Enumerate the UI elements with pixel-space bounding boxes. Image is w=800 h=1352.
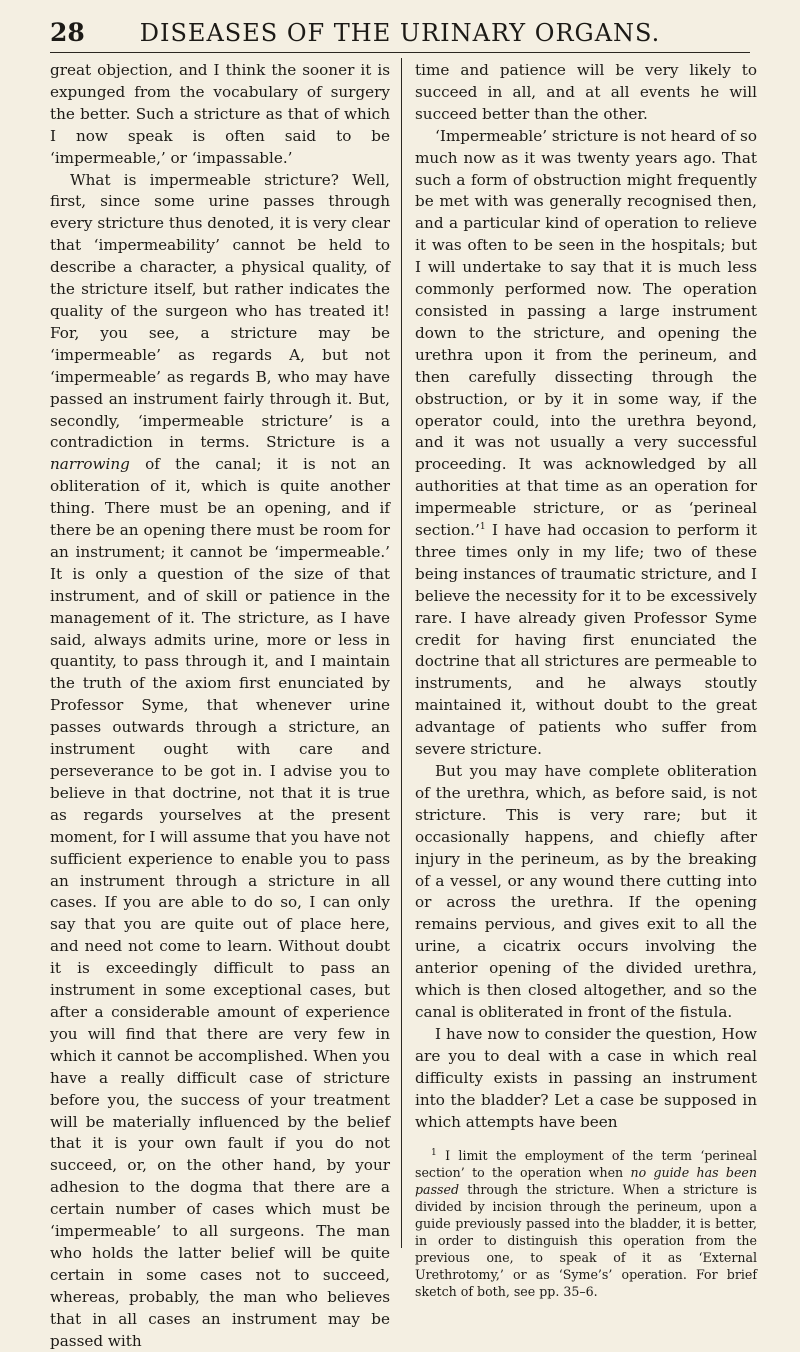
- footnote: [415, 1147, 757, 1300]
- footnote-emphasis: no guide has been passed: [415, 1165, 757, 1198]
- paragraph: But you may have complete obliteration of the urethra, which, as before said, is not stricture. This is very rare; but it occasionally happens, and chiefly after injury in the perineum, as by the breaking of a vessel, or any wound there cutting into or across the urethra. If the opening remains pervious, and gives exit to all the urine, a cicatrix occurs involving the anterior opening of the divided urethra, which is then closed altogether, and so the canal is obliterated in front of the fistula.: [415, 762, 757, 1021]
- paragraph: I have now to consider the question, How are you to deal with a case in which real difficulty exists in passing an instrument into the bladder? Let a case be supposed in which attempts have been: [415, 1024, 757, 1131]
- footnote-text: I limit the employment of the term ‘perineal section’ to the operation when: [415, 1148, 757, 1181]
- page-header: [50, 18, 750, 53]
- running-title: DISEASES OF THE URINARY ORGANS.: [139, 19, 661, 47]
- paragraph: time and patience will be very likely to succeed in all, and at all events he will succeed better than the other.: [415, 61, 757, 123]
- paragraph-text: ‘Impermeable’ stricture is not heard of so much now as it was twenty years ago. That such a form of obstruction might frequently be met with was generally recognised then, and a particular kind of operation to relieve it was often to be seen in the hospitals; but I will undertake to say that it is much less commonly performed now. The operation consisted in passing a large instrument down to the stricture, and opening the urethra upon it from the perineum, and then carefully dissecting through the obstruction, or by it in some way, if the operator could, into the urethra beyond, and it was not usually a very successful proceeding. It was acknowledged by all authorities at that time as an operation for impermeable stricture, or as ‘perineal section.’: [415, 126, 757, 540]
- paragraph-text: What is impermeable stricture? Well, first, since some urine passes through every stricture thus denoted, it is very clear that ‘impermeability’ cannot be held to describe a character, a physical quality, of the stricture itself, but rather indicates the quality of the surgeon who has treated it! For, you see, a stricture may be ‘impermeable’ as regards A, but not ‘impermeable’ as regards B, who may have passed an instrument fairly through it. But, secondly, ‘impermeable stricture’ is a contradiction in terms. Stricture is a: [50, 170, 390, 452]
- footnote-reference[interactable]: 1: [479, 521, 486, 532]
- right-column: [415, 60, 757, 1300]
- paragraph: [50, 170, 390, 1352]
- paragraph-text: of the canal; it is not an obliteration of it, which is quite another thing. There must be an opening, and if there be an opening there must be room for an instrument; it cannot be ‘impermeable.’ It is only a question of the size of that instrument, and of skill or patience in the management of it. The stricture, as I have said, always admits urine, more or less in quantity, to pass through it, and I maintain the truth of the axiom first enunciated by Professor Syme, that whenever urine passes outwards through a stricture, an instrument ought with care and perseverance to be got in. I advise you to believe in that doctrine, not that it is true as regards yourselves at the present moment, for I will assume that you have not sufficient experience to enable you to pass an instrument through a stricture in all cases. If you are able to do so, I can only say that you are quite out of place here, and need not come to learn. Without doubt it is exceedingly difficult to pass an instrument in some exceptional cases, but after a considerable amount of experience you will find that there are very few in which it cannot be accomplished. When you have a really difficult case of stricture before you, the success of your treatment will be materially influenced by the belief that it is your own fault if you do not succeed, or, on the other hand, by your adhesion to the dogma that there are a certain number of cases which must be ‘impermeable’ to all surgeons. The man who holds the latter belief will be quite certain in some cases not to succeed, whereas, probably, the man who believes that in all cases an instrument may be passed with: [50, 455, 390, 1350]
- paragraph: [415, 126, 757, 761]
- page-number: 28: [50, 18, 85, 47]
- paragraph-text: I have had occasion to perform it three times only in my life; two of these being instances of traumatic stricture, and I believe the necessity for it to be excessively rare. I have already given Professor Syme credit for having first enunciated the doctrine that all strictures are permeable to instruments, and he always stoutly maintained it, without doubt to the great advantage of patients who suffer from severe stricture.: [415, 521, 757, 759]
- column-divider: [401, 58, 402, 1248]
- left-column: [50, 60, 390, 1352]
- footnote-text: through the stricture. When a stricture is divided by incision through the perineum, upon a guide previously passed into the bladder, it is better, in order to distinguish this operation from the previous one, to speak of it as ‘External Urethrotomy,’ or as ‘Syme’s’ operation. For brief sketch of both, see pp. 35–6.: [415, 1182, 757, 1300]
- emphasis: narrowing: [50, 455, 130, 474]
- paragraph: great objection, and I think the sooner it is expunged from the vocabulary of surgery the better. Such a stricture as that of which I now speak is often said to be ‘impermeable,’ or ‘impassable.’: [50, 61, 390, 167]
- footnote-mark: 1: [431, 1148, 437, 1159]
